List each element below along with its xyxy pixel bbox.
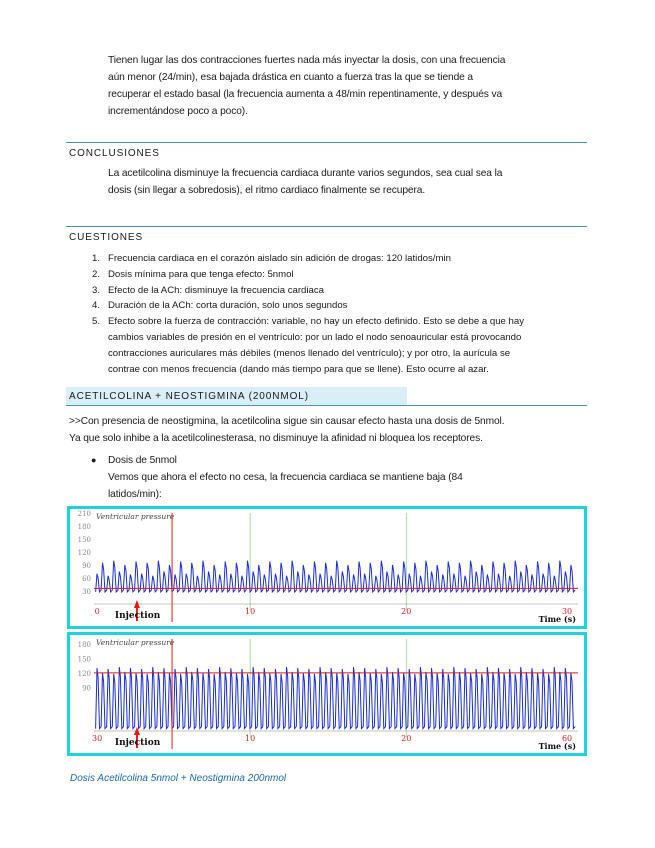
x-tick-label: 20	[401, 607, 412, 616]
y-tick-label: 150	[77, 536, 91, 544]
chart-legend: Ventricular pressure	[96, 512, 175, 521]
text-line: contracciones auriculares más débiles (menos llenado del ventrículo); y por otro, la aurícula se	[108, 347, 511, 359]
cuestiones-heading: CUESTIONES	[69, 232, 144, 243]
text-line: Frecuencia cardiaca en el corazón aislado sin adición de drogas: 120 latidos/min	[108, 253, 451, 264]
pressure-trace	[96, 667, 575, 729]
text-line: Tienen lugar las dos contracciones fuertes nada más inyectar la dosis, con una frecuencia	[108, 55, 506, 66]
neostigmina-heading: ACETILCOLINA + NEOSTIGMINA (200NMOL)	[69, 391, 309, 402]
text-line: >>Con presencia de neostigmina, la acetilcolina sigue sin causar efecto hasta una dosis de 5nmol.	[69, 416, 505, 427]
text-line: aún menor (24/min), esa bajada drástica en cuanto a fuerza tras la que se tiende a	[108, 72, 474, 83]
text-line: recuperar el estado basal (la frecuencia aumenta a 48/min repentinamente, y después va	[108, 89, 503, 100]
bullet-item	[91, 452, 591, 503]
text-line: Efecto sobre la fuerza de contracción: variable, no hay un efecto definido. Esto se debe a que hay	[108, 316, 524, 328]
text-line: latidos/min):	[108, 489, 162, 500]
figure-caption: Dosis Acetilcolina 5nmol + Neostigmina 200nmol	[70, 773, 287, 784]
question-item	[91, 283, 598, 299]
injection-label: Injection	[114, 738, 161, 748]
x-axis-label: Time (s)	[538, 614, 576, 624]
x-axis-label: Time (s)	[538, 741, 576, 751]
text-line: La acetilcolina disminuye la frecuencia cardiaca durante varios segundos, sea cual sea la	[108, 168, 503, 179]
y-tick-label: 180	[77, 640, 91, 649]
text-line: dosis (sin llegar a sobredosis), el ritmo cardiaco finalmente se recupera.	[108, 185, 426, 196]
chart-panel-1	[67, 506, 587, 629]
intro-paragraph	[108, 52, 598, 120]
list-number: 5.	[91, 316, 100, 328]
conclusiones-paragraph	[108, 165, 598, 199]
text-line: contrae con menos frecuencia (dando más tiempo para que se llene). Esto ocurre al azar.	[108, 363, 489, 375]
question-item	[91, 267, 598, 283]
bullet-title: Dosis de 5nmol	[108, 455, 177, 466]
y-tick-label: 120	[77, 669, 91, 678]
text-line: Ya que solo inhibe a la acetilcolinesterasa, no disminuye la afinidad ni bloquea los receptores.	[69, 433, 483, 444]
list-number: 2.	[91, 268, 100, 280]
section-divider	[66, 226, 587, 227]
x-tick-label: 20	[401, 734, 412, 743]
question-item	[91, 314, 598, 377]
text-line: Duración de la ACh: corta duración, solo unos segundos	[108, 300, 348, 312]
x-tick-label: 10	[245, 607, 256, 616]
y-tick-label: 90	[82, 562, 91, 570]
chart-panel-2	[67, 632, 587, 756]
x-tick-label: 0	[94, 607, 100, 616]
x-tick-label: 30	[92, 734, 103, 743]
text-line: Vemos que ahora el efecto no cesa, la frecuencia cardiaca se mantiene baja (84	[108, 472, 463, 483]
question-item	[91, 251, 598, 267]
y-tick-label: 90	[82, 684, 91, 693]
list-number: 1.	[91, 253, 100, 264]
text-line: cambios variables de presión en el ventrículo: por un lado el nodo senoauricular está provocando	[108, 331, 522, 343]
chart-legend: Ventricular pressure	[96, 638, 175, 647]
x-tick-label: 60	[561, 734, 573, 743]
y-tick-label: 60	[82, 575, 91, 583]
list-number: 4.	[91, 300, 100, 312]
y-tick-label: 150	[77, 655, 91, 664]
conclusiones-heading: CONCLUSIONES	[69, 148, 160, 159]
pressure-trace	[96, 561, 575, 592]
pressure-chart-2	[70, 635, 584, 753]
y-tick-label: 180	[77, 523, 91, 531]
x-tick-label: 30	[561, 607, 573, 616]
section-divider	[66, 405, 587, 406]
text-line: Dosis mínima para que tenga efecto: 5nmol	[108, 268, 294, 280]
text-line: incrementándose poco a poco).	[108, 106, 248, 117]
question-item	[91, 298, 598, 314]
y-tick-label: 30	[82, 588, 91, 596]
injection-label: Injection	[114, 611, 161, 621]
y-tick-label: 120	[77, 549, 91, 557]
cuestiones-list	[91, 251, 598, 377]
list-number: 3.	[91, 284, 100, 296]
x-tick-label: 10	[245, 734, 256, 743]
bullet-icon: ●	[91, 455, 97, 465]
pressure-chart-1	[70, 509, 584, 626]
section-divider	[66, 142, 587, 143]
y-tick-label: 210	[77, 510, 91, 518]
text-line: Efecto de la ACh: disminuye la frecuencia cardiaca	[108, 284, 324, 296]
neostigmina-paragraph	[69, 413, 599, 447]
